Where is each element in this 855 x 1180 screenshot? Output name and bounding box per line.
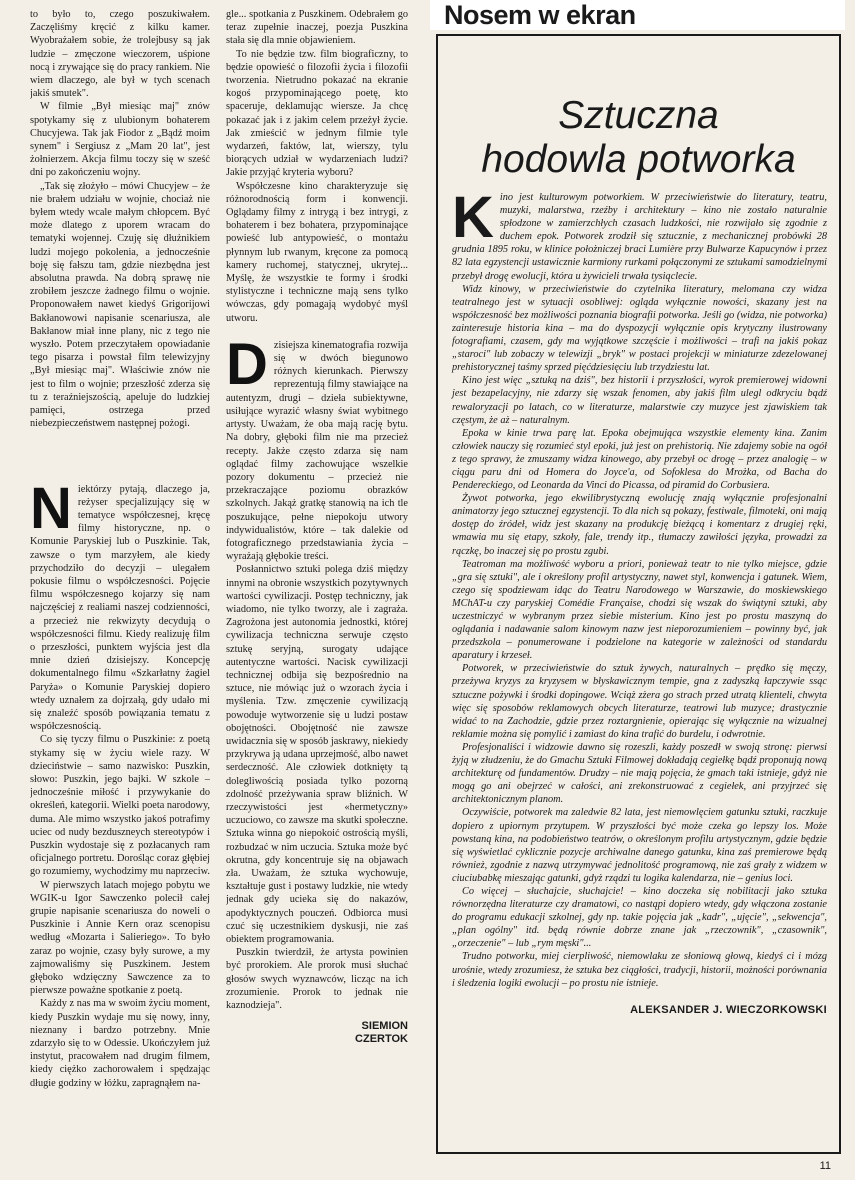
paragraph: Każdy z nas ma w swoim życiu moment, kiedy Puszkin wydaje mu się nowy, inny, nieznany i bardzo potrzebny. Mnie zdarzyło się to w Odessie. Ukończyłem już instytut, pracowałem nad drugim filmem, kiedy ciężko zachorowałem i spędzając długie godziny w łóżku, zapragnąłem na- <box>30 998 210 1089</box>
paragraph: Współczesne kino charakteryzuje się różnorodnością form i konwencji. Oglądamy filmy z intrygą i bez intrygi, z bohaterem i bez bohatera, przypominające powieść lub antypowieść, o montażu płynnym lub rwanym, kręcone za pomocą kamery ruchomej, statycznej, ukrytej... Myślę, że wszystkie te formy i środki stylistyczne i techniczne mają sens tylko wówczas, gdy pomagają wydobyć myśl utworu. <box>226 180 408 324</box>
paragraph-with-dropcap <box>30 475 210 734</box>
paragraph: Oczywiście, potworek ma zaledwie 82 lata, jest niemowlęciem gatunku sztuki, raczkuje dopiero z upiornym przytupem. W przyszłości być może czeka go lepszy los. Może powstaną kina, na podobieństwo teatrów, o określonym profilu artystycznym, gdzie będzie się wyświetlać cyklicznie pozycje archiwalne danego gatunku, kina zaś premierowe będą również, zgodnie z nazwą utrzymywać jednolitość programową, nie zaś grały z widzem w ciuciubabkę mieszając gatunki, gdyż rządzi tu logika kalendarza, nie – genius loci. <box>452 807 827 884</box>
paragraph: To nie będzie tzw. film biograficzny, to będzie opowieść o filozofii życia i filozofii tworzenia. Nietrudno pokazać na ekranie kogoś przypominającego poetę, kto spaceruje, deklamując wiersze. Ja chcę pokazać jak i z jakim celem przeżył życie. Jak zmieścić w jednym filmie tyle wydarzeń, faktów, lat, wierszy, tylu biorących udział w wydarzeniach ludzi? Jakie przyjąć kryteria wyboru? <box>226 48 408 179</box>
paragraph-text: ino jest kulturowym potworkiem. W przeciwieństwie do literatury, teatru, muzyki, malarstwa, rzeźby i architektury – kino nie zostało naturalnie spłodzone w zamierzchłych czasach ludzkości, nie rozwijało się zgodnie z duchem epok. Potworek zrodził się sztucznie, z mechanicznej probówki 28 grudnia 1895 roku, w klinice położniczej braci Lumière przy Bulwarze Kapucynów i przez 82 lata egzystencji ustawicznie karmiony rurkami połączonymi ze sztukami samodzielnymi przebył drogę ewolucji, która u żywicieli trwała tysiąclecie. <box>452 192 827 282</box>
signature <box>226 1020 408 1046</box>
paragraph: gle... spotkania z Puszkinem. Odebrałem go teraz zupełnie inaczej, poezja Puszkina stała się dla mnie objawieniem. <box>226 9 408 47</box>
article-body <box>452 185 827 1142</box>
dropcap: D <box>226 331 268 397</box>
dropcap: N <box>30 475 72 541</box>
paragraph-text: zisiejsza kinematografia rozwija się w dwóch biegunowo różnych kierunkach. Pierwszy reprezentują filmy stawiające na autentyzm, drugi – dzieła subiektywne, usiłujące wyrazić własny świat wybitnego artysty. Uważam, że oba mają rację bytu. Na dobry, głęboki film nie ma przecież recepty. Jakże często zdarza się nam oglądać filmy zachowujące wszelkie pozory dokumentu – przecież nie przekraczające poziomu obrazków szkolnych. Jakąż gratkę stanowią na ich tle poszukujące, pełne niepokoju utwory indywidualistów, które – tak dalekie od fotograficznego przedstawiania życia – wyrażają głębokie treści. <box>226 339 408 563</box>
section-title: Nosem w ekran <box>430 0 845 30</box>
author-signature: ALEKSANDER J. WIECZORKOWSKI <box>630 1003 827 1016</box>
paragraph: „Tak się złożyło – mówi Chucyjew – że nie brałem udziału w wojnie, chociaż nie byłem wtedy wcale małym chłopcem. Być może dlatego z uporem wracam do tematyki wojennej. Czuję się dłużnikiem ludzi mojego pokolenia, a jednocześnie boję się fałszu tam, gdzie niezbędna jest absolutna prawda. Na dobrą sprawę nie zrobiłem jeszcze żadnego filmu o wojnie. Proponowałem nawet kiedyś Grigorijowi Bakłanowowi napisanie scenariusza, ale Bakłanow miał inne plany, nic z tego nie wyszło. Potem przeczytałem opowiadanie tego pisarza i powstał film telewizyjny „Był miesiąc maj". Właściwie znów nie jest to film o wojnie; przeszłość zderza się tu z teraźniejszością, apeluje do ludzkiej pamięci, ostrzega przed niebezpieczeństwem następnej pożogi. <box>30 180 210 430</box>
paragraph: Puszkin twierdził, że artysta powinien być prorokiem. Ale prorok musi słuchać głosów swych wyznawców, licząc na ich zrozumienie. Prorok to jednak nie kaznodzieja". <box>226 947 408 1012</box>
paragraph-text: iektórzy pytają, dlaczego ja, reżyser specjalizujący się w tematyce współczesnej, kręcę filmy historyczne, np. o Komunie Paryskiej lub o Puszkinie. Tak, zawsze o tym marzyłem, ale kiedy przychodziło do decyzji – ulegałem pokusie filmu o współczesności. Pojęcie filmu współczesnego kojarzy się nam najczęściej z realiami naszej codzienności, a przecież nie rekwizyty decydują o współczesności filmu. Kiedy realizuję film o przeszłości, punktem wyjścia jest dla mnie dzień dzisiejszy. Koncepcję dokumentalnego filmu «Szkarłatny żagiel Paryża» o Komunie Paryskiej dopiero wtedy uznałem za dojrzałą, gdy udało mi się znaleźć sposób powiązania tematu z współczesnością. <box>30 483 210 733</box>
paragraph: Widz kinowy, w przeciwieństwie do czytelnika literatury, melomana czy widza teatralnego jest w sytuacji osobliwej: ogląda wyłącznie nowości, skazany jest na współczesność bez możliwości poznania biografii potworka. Jeśli go (widza, nie potworka) zainteresuje historia kina – ma do dyspozycji wyłącznie opis krytyczny ilustrowany fotografiami, czasem, gdy ma wyjątkowe szczęście i możliwości – trafi na jakiś pokaz „staroci" lub zobaczy w telewizji „bryk" w postaci projekcji w miniaturze zdezelowanej prehistorycznej taśmy sprzed pięćdziesięciu lub trzydziestu lat. <box>452 283 827 374</box>
paragraph: Kino jest więc „sztuką na dziś", bez historii i przyszłości, wyrok premierowej widowni jest bezapelacyjny, nie zdarzy się wszak fenomen, aby jakiś film ulegl odkryciu bądź rewaloryzacji po latach, co w literaturze, malarstwie czy muzyce jest zjawiskiem tak częstym, że aż – naturalnym. <box>452 375 827 426</box>
paragraph: Posłannictwo sztuki polega dziś między innymi na obronie wszystkich pozytywnych wartości cywilizacji. Postęp techniczny, jak wiadomo, nie tylko tworzy, ale i zagraża. Zagrożona jest autonomia jednostki, której cywilizacja techniczna serwuje często sztukę seryjną, surogaty udające autentyczne wartości. Nacisk cywilizacji technicznej odbija się bezpośrednio na sztuce, nie mówiąc już o wzorach życia i myślenia. Tzw. zmęczenie cywilizacją powoduje wytworzenie się u ludzi postaw obojętności. Obojętność nie zawsze uwidacznia się w sposób jaskrawy, niekiedy przykrywa ją udana uprzejmość, albo nawet serdeczność. Ale człowiek dotknięty tą dolegliwością posiada tylko pozorną zdolność przeżywania spraw bliźnich. W rzeczywistości jest «hermetyczny» uczuciowo, co zawsze ma skutki społeczne. Sztuka winna go niepokoić ostrością myśli, rozbudzać w nim uczucia. Sztuka może być okrutna, gdy koncentruje się na objawach zła. Uważam, że sztuka wychowuje, kształtuje gust i postawy ludzkie, nie wtedy jednak gdy ucieka się do nakazów, apodyktycznych pouczeń. Odbiorca musi czuć się uczestnikiem dyskusji, nie zaś obiektem programowania. <box>226 564 408 946</box>
title-line-1: Sztuczna <box>558 94 719 137</box>
paragraph: Trudno potworku, miej cierpliwość, niemowlaku ze słoniową głową, kiedyś ci i mózg urośnie, wtedy zrozumiesz, że sztuka bez ciągłości, tradycji, historii, możności porównania i śledzenia logiki ewolucji – po prostu nie istnieje. <box>452 951 827 989</box>
article-title <box>438 94 839 182</box>
paragraph: Co więcej – słuchajcie, słuchajcie! – kino doczeka się nobilitacji jako sztuka równorzędna literaturze czy dramatowi, co nastąpi dopiero wtedy, gdy włączona zostanie do programu edukacji szkolnej, gdy np. takie pojęcia jak „kadr", „ujęcie", „sekwencja", „plan ogólny" itd. będą równie dobrze znane jak „rzeczownik", „czasownik", „orzeczenie" – lub „rym męski"... <box>452 885 827 950</box>
column-2 <box>226 8 408 1176</box>
paragraph-with-dropcap <box>226 331 408 563</box>
paragraph: Co się tyczy filmu o Puszkinie: z poetą stykamy się w życiu wiele razy. W dzieciństwie – samo nazwisko: Puszkin, słowo: Puszkin, jego bajki. W szkole – jednocześnie miłość i przywykanie do określeń, kategorii. Wielki poeta narodowy, duma. Ale mimo wszystko jakoś potrafimy uciec od nudy bezduszneych stereotypów i Puszkin wydostaje się z pozłacanych ram oficjalnego portretu. Dorośląc coraz głębiej go rozumiemy, wychodzimy mu naprzeciw. <box>30 734 210 878</box>
paragraph: W pierwszych latach mojego pobytu we WGIK-u Igor Sawczenko polecił całej grupie napisanie scenariusza do noweli o Puszkinie i Annie Kern oraz scenopisu według «Mozarta i Salieriego». To było zaraz po wojnie, czasy były surowe, a my zajmowaliśmy się Puszkinem. Jestem głęboko wdzięczny Sawczence za to pierwsze poważne spotkanie z poetą. <box>30 879 210 997</box>
paragraph: Profesjonaliści i widzowie dawno się rozeszli, każdy poszedł w swoją stronę: pierwsi żyją w złudzeniu, że do Gmachu Sztuki Filmowej dokładają cegiełkę bądź proponują nową architekturę od fundamentów. Drudzy – nie mają pojęcia, że gmach taki istnieje, gdyż nie mogą go ani obejrzeć w całości, ani zrekonstruować z cegiełek, ani przyjrzeć się architektonicznym planom. <box>452 741 827 806</box>
signature-last-name: CZERTOK <box>355 1033 408 1046</box>
paragraph: Potworek, w przeciwieństwie do sztuk żywych, naturalnych – prędko się męczy, przeżywa kryzys za kryzysem w błyskawicznym tempie, gna z zadyszką łapczywie ssąc sztuczne pożywki i środki dopingowe. Wciąż zżera go strach przed utratą klienteli, chwyta więc się sposobów reklamowych obcych literaturze, teatrowi lub muzyce; drastycznie widać to na Zachodzie, gdzie przez roztargnienie, opierając się wyłącznie na wizualnej reklamie można się pomylić i zamiast do kina trafić do burdelu, i odwrotnie. <box>452 663 827 740</box>
paragraph: W filmie „Był miesiąc maj" znów spotykamy się z ulubionym bohaterem Chucyjewa. Tak jak Fiodor z „Bądź moim synem" i Sergiusz z „Mam 20 lat", jest żołnierzem. Akcja filmu toczy się w sześć dni po zakończeniu wojny. <box>30 101 210 179</box>
paragraph: to było to, czego poszukiwałem. Zaczęliśmy kręcić z kilku kamer. Wyobrażałem sobie, że trolejbusy są jak ludzie – zmęczone wieczorem, uśpione nocą i zrywające się do pracy rankiem. Nie wiem dlaczego, ale był w tych scenach jakiś smutek". <box>30 9 210 100</box>
dropcap: K <box>452 185 494 250</box>
signature-first-name: SIEMION <box>361 1020 408 1033</box>
column-1 <box>30 8 210 1176</box>
title-line-2: hodowla potworka <box>481 138 796 181</box>
paragraph: Teatroman ma możliwość wyboru a priori, ponieważ teatr to nie tylko miejsce, gdzie „gra się sztuki", ale i określony profil artystyczny, nawet styl, konwencja i gatunek. Wiem, czego się spodziewam idąc do Teatru Narodowego w Warszawie, do moskiewskiego MChAT-u czy paryskiej Comédie Française, chodzi się wszak do świątyni sztuki, aby uczestniczyć w wybranym przez siebie misterium. Kino jest po prostu maszyną do oglądania i nadawanie salom kinowym nazw jest nieporozumieniem – powinny być, jak przedszkola – ponumerowane i podzielone na kategorie w zależności od standardu aparatury i krzeseł. <box>452 558 827 662</box>
article-frame <box>436 34 841 1154</box>
paragraph: Żywot potworka, jego ekwilibrystyczną ewolucję znają wyłącznie profesjonalni animatorzy jego sztucznej egzystencji. To dla nich są pokazy, festiwale, filmoteki, oni mają dostęp do źródeł, widz jest skazany na produkcję bieżącą i komentarz z drugiej ręki, wmawia mu się etapy, szkoły, fale, trendy itp., tłumaczy zawiłości języka, prowadzi za rączkę, bo inaczej się po prostu zgubi. <box>452 493 827 557</box>
paragraph: Epoka w kinie trwa parę lat. Epoka obejmująca wszystkie elementy kina. Zanim człowiek nauczy się rozumieć styl epoki, już jest on prehistorią. Nie zdajemy sobie na ogół z tego sprawy, że zmuszamy widza kinowego, aby przebył oc drogę – przez analogię – w ciągu paru dni od Homera do Joyce'a, od Sofoklesa do Mrożka, od Bacha do Pendereckiego, od Leonarda da Vinci do Picassa, od piramid do Corbusiera. <box>452 427 827 492</box>
page-number: 11 <box>819 1160 831 1172</box>
paragraph-with-dropcap <box>452 185 827 283</box>
